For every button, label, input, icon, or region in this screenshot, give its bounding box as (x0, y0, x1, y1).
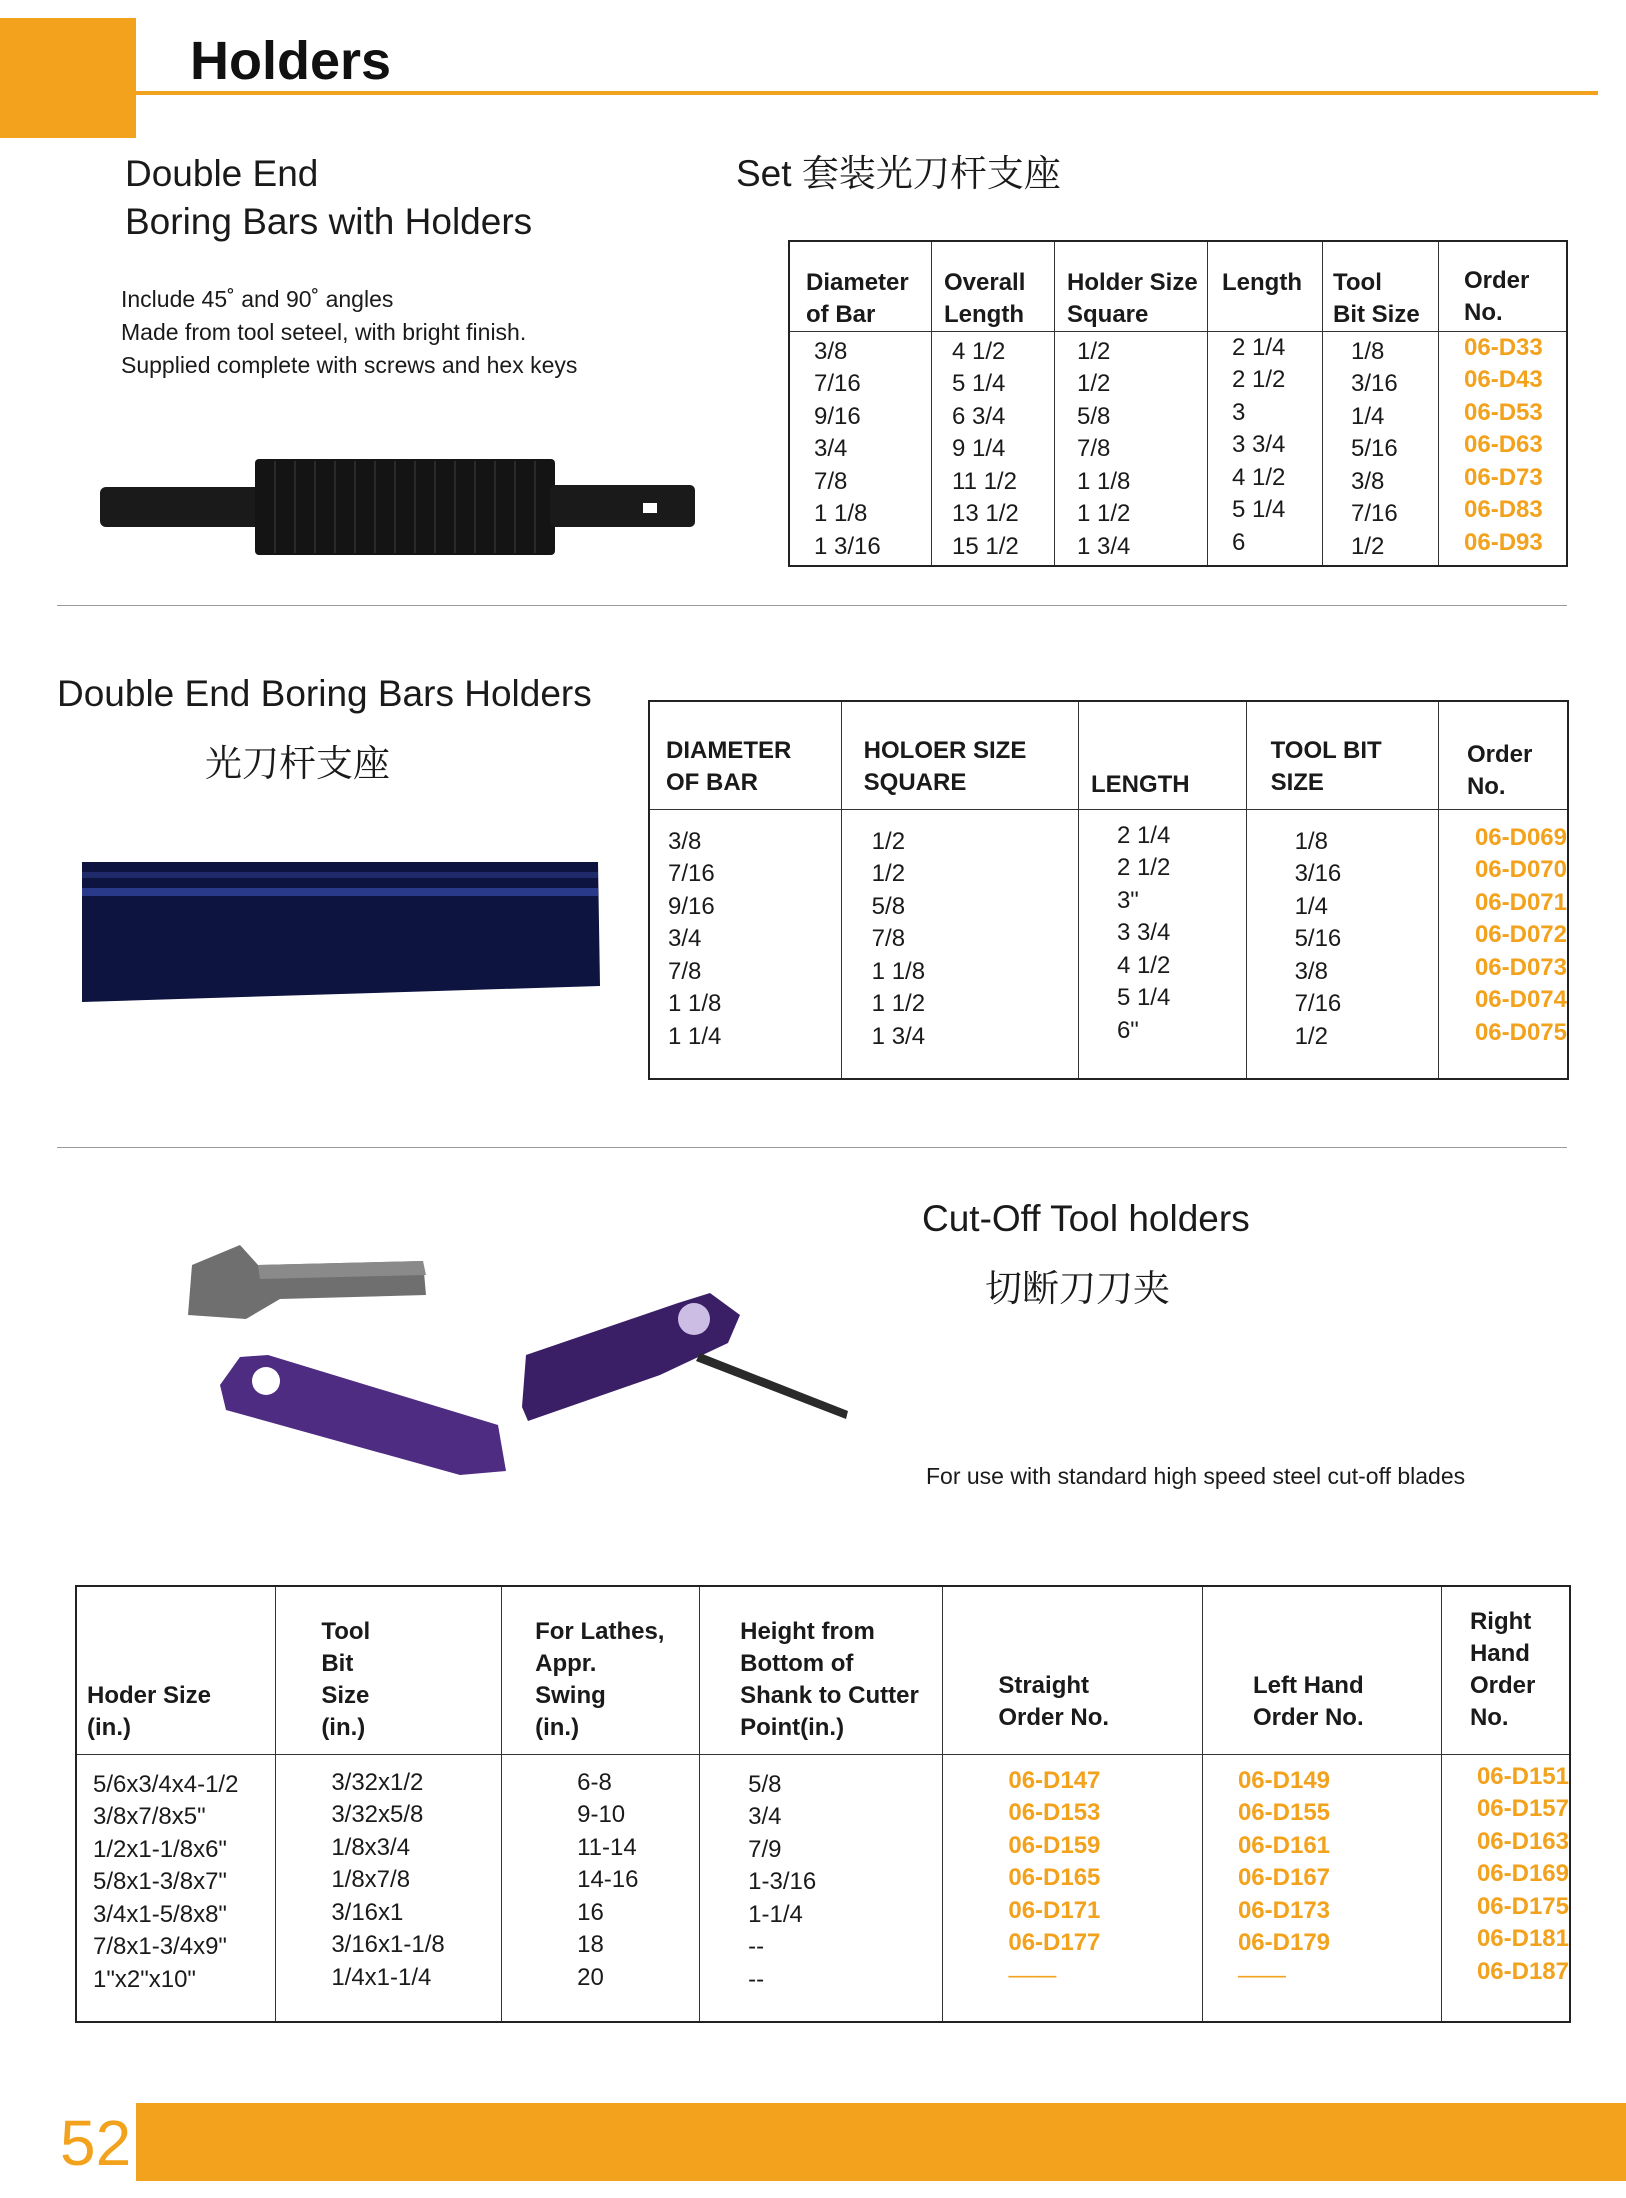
col-length-header: Length (1208, 241, 1323, 331)
table-cell: 9/16 (814, 402, 861, 430)
order-number: 06-D73 (1464, 463, 1543, 491)
order-number: 06-D072 (1474, 921, 1567, 948)
order-number: 06-D149 (1237, 1766, 1331, 1794)
order-no-cell (1438, 809, 1568, 1079)
table-cell: 7/8x1-3/4x9" (93, 1933, 227, 1960)
length-cell (1078, 809, 1246, 1079)
section-divider (57, 605, 1567, 606)
table-cell: 1/2x1-1/8x6" (93, 1835, 227, 1863)
order-number: 06-D169 (1476, 1860, 1569, 1887)
table-cell: 5 1/4 (1116, 984, 1171, 1011)
table-cell: 1 1/8 (1077, 467, 1131, 495)
table-cell: 1 3/4 (871, 1022, 926, 1050)
table-cell: 5/16 (1294, 925, 1342, 952)
overall-length-cell (932, 331, 1055, 566)
table-cell: 1 3/4 (1077, 532, 1131, 560)
boring-bar-set-table (788, 240, 1568, 567)
table-cell: 1/8x7/8 (331, 1866, 411, 1893)
order-number: 06-D165 (1008, 1864, 1101, 1891)
table-cell: 1-1/4 (748, 1900, 803, 1928)
col-holder-size-header: Holder Size Square (1055, 241, 1208, 331)
col-order-no-header: Order No. (1438, 701, 1568, 809)
tool-bit-cell (1323, 331, 1439, 566)
order-number: 06-D187 (1476, 1957, 1569, 1985)
table-cell: 3/4 (748, 1803, 782, 1830)
table-cell: 3 3/4 (1116, 919, 1171, 946)
table-cell: 3/8 (1294, 957, 1328, 985)
order-number: 06-D181 (1476, 1925, 1569, 1952)
table-cell: 1/4x1-1/4 (331, 1963, 432, 1991)
table-cell: 16 (577, 1898, 604, 1926)
table-cell: 2 1/4 (1232, 333, 1286, 361)
col-right-header: Right Hand Order No. (1441, 1586, 1570, 1754)
table-cell: 1/4 (1351, 402, 1385, 430)
left-hand-cell (1202, 1754, 1441, 2022)
order-number: —— (1008, 1961, 1057, 1989)
table-cell: 1/2 (871, 827, 906, 855)
order-number: 06-D83 (1464, 496, 1543, 523)
tool-bit-cell (276, 1754, 502, 2022)
table-cell: 1 1/2 (1077, 500, 1131, 527)
header-accent-block (0, 18, 136, 138)
order-number: 06-D155 (1237, 1799, 1331, 1826)
table-cell: 1 1/8 (871, 957, 926, 985)
boring-bar-holders-table (648, 700, 1569, 1080)
table-cell: 1/2 (871, 860, 906, 887)
table-cell: 3/8 (814, 337, 848, 365)
order-no-cell (1439, 331, 1568, 566)
feature-line: Supplied complete with screws and hex keys (121, 352, 578, 378)
table-cell: 7/16 (1351, 500, 1398, 527)
table-cell: 6 (1232, 528, 1246, 556)
col-straight-header: Straight Order No. (943, 1586, 1203, 1754)
col-length-header: LENGTH (1078, 701, 1246, 809)
table-cell: 3/4 (814, 435, 848, 462)
cut-off-tool-holders-image (180, 1235, 860, 1485)
table-cell: 1/2 (1351, 532, 1385, 560)
table-cell: 2 1/4 (1116, 821, 1171, 849)
section3-note: For use with standard high speed steel cut-off blades (926, 1463, 1466, 1489)
order-number: 06-D163 (1476, 1827, 1569, 1855)
holder-size-cell (76, 1754, 276, 2022)
table-cell: 4 1/2 (1116, 951, 1171, 979)
diameter-cell (649, 809, 841, 1079)
table-cell: 2 1/2 (1116, 854, 1171, 881)
table-cell: 1"x2"x10" (93, 1965, 196, 1993)
table-cell: 1 1/2 (871, 990, 926, 1017)
table-cell: 14-16 (577, 1866, 639, 1893)
table-cell: 5/8 (871, 892, 906, 920)
table-cell: 18 (577, 1931, 604, 1958)
order-number: 06-D074 (1474, 986, 1567, 1013)
table-cell: 3" (1116, 886, 1139, 914)
table-cell: 1/2 (1077, 337, 1111, 365)
order-number: 06-D161 (1237, 1831, 1331, 1859)
order-number: 06-D53 (1464, 398, 1543, 426)
table-cell: 7/8 (1077, 435, 1111, 462)
height-cell (700, 1754, 943, 2022)
table-cell: 3/32x5/8 (331, 1801, 424, 1828)
table-cell: 1 1/8 (668, 990, 722, 1017)
col-height-header: Height from Bottom of Shank to Cutter Point(in.) (700, 1586, 943, 1754)
table-cell: 5/8x1-3/8x7" (93, 1868, 227, 1895)
section3-title: Cut-Off Tool holders (922, 1198, 1250, 1239)
table-cell: 15 1/2 (952, 532, 1019, 560)
page-number: 52 (60, 2107, 132, 2179)
tool-bit-cell (1246, 809, 1438, 1079)
col-diameter-header: DIAMETER OF BAR (649, 701, 841, 809)
table-cell: 7/8 (668, 957, 702, 985)
holder-size-cell (1055, 331, 1208, 566)
footer-bar (0, 2103, 1626, 2181)
table-cell: 13 1/2 (952, 500, 1019, 527)
section1-features (121, 283, 577, 382)
col-diameter-header: Diameter of Bar (789, 241, 932, 331)
swing-cell (502, 1754, 700, 2022)
order-number: 06-D63 (1464, 431, 1543, 458)
table-cell: 3/16x1-1/8 (331, 1931, 445, 1958)
table-cell: 5/8 (748, 1770, 782, 1798)
cut-off-holders-table (75, 1585, 1571, 2023)
table-cell: 5/6x3/4x4-1/2 (93, 1770, 239, 1798)
order-number: 06-D071 (1474, 888, 1567, 916)
table-cell: 5 1/4 (952, 370, 1006, 397)
right-hand-cell (1441, 1754, 1570, 2022)
table-cell: 3/4x1-5/8x8" (93, 1900, 227, 1928)
feature-line: Made from tool seteel, with bright finish. (121, 319, 527, 345)
order-number: 06-D175 (1476, 1892, 1569, 1920)
table-cell: 7/16 (668, 860, 715, 887)
table-cell: 3 (1232, 398, 1246, 426)
col-tool-bit-header: Tool Bit Size (1323, 241, 1439, 331)
table-cell: 1/8x3/4 (331, 1833, 411, 1861)
table-cell: 3 3/4 (1232, 431, 1286, 458)
table-cell: 3/16x1 (331, 1898, 404, 1926)
table-cell: 9-10 (577, 1801, 626, 1828)
col-holder-size-header: Hoder Size (in.) (76, 1586, 276, 1754)
section1-title-line2: Boring Bars with Holders (125, 201, 533, 242)
table-cell: 2 1/2 (1232, 366, 1286, 393)
table-cell: 1/2 (1077, 370, 1111, 397)
order-number: 06-D073 (1474, 953, 1567, 981)
table-cell: 5 1/4 (1232, 496, 1286, 523)
table-cell: 3/8 (668, 827, 702, 855)
table-cell: 3/8 (1351, 467, 1385, 495)
table-cell: 7/8 (814, 467, 848, 495)
order-number: 06-D177 (1008, 1929, 1101, 1956)
table-cell: 5/8 (1077, 402, 1111, 430)
table-cell: 11 1/2 (952, 467, 1017, 495)
order-number: 06-D070 (1474, 856, 1567, 883)
col-order-no-header: Order No. (1439, 241, 1568, 331)
order-number: 06-D171 (1008, 1896, 1101, 1924)
section2-subtitle: 光刀杆支座 (205, 743, 390, 784)
col-left-header: Left Hand Order No. (1202, 1586, 1441, 1754)
table-cell: 7/9 (748, 1835, 782, 1863)
col-holder-size-header: HOLOER SIZE SQUARE (841, 701, 1078, 809)
table-cell: 6-8 (577, 1768, 612, 1796)
order-number: 06-D159 (1008, 1831, 1101, 1859)
table-cell: 3/32x1/2 (331, 1768, 424, 1796)
table-cell: 1-3/16 (748, 1868, 817, 1895)
section2-title: Double End Boring Bars Holders (57, 673, 592, 714)
order-number: 06-D167 (1237, 1864, 1331, 1891)
order-number: 06-D43 (1464, 366, 1543, 393)
table-cell: 1/8 (1351, 337, 1385, 365)
table-cell: 7/16 (814, 370, 861, 397)
feature-line: Include 45˚ and 90˚ angles (121, 286, 394, 312)
col-tool-bit-header: Tool Bit Size (in.) (276, 1586, 502, 1754)
table-cell: 4 1/2 (952, 337, 1006, 365)
table-cell: -- (748, 1965, 765, 1993)
page-title: Holders (190, 31, 392, 91)
order-number: 06-D157 (1476, 1795, 1569, 1822)
section3-subtitle: 切断刀刀夹 (985, 1268, 1170, 1309)
table-cell: 6 3/4 (952, 402, 1006, 430)
table-cell: 3/4 (668, 925, 702, 952)
table-cell: 5/16 (1351, 435, 1398, 462)
holder-size-cell (841, 809, 1078, 1079)
order-number: 06-D173 (1237, 1896, 1331, 1924)
table-cell: 7/8 (871, 925, 906, 952)
table-cell: 7/16 (1294, 990, 1342, 1017)
col-overall-length-header: Overall Length (932, 241, 1055, 331)
table-cell: 1 1/4 (668, 1022, 722, 1050)
table-cell: 1 3/16 (814, 532, 881, 560)
table-cell: 1/8 (1294, 827, 1328, 855)
section1-set-label: Set 套装光刀杆支座 (736, 153, 1061, 194)
order-number: 06-D151 (1476, 1762, 1569, 1790)
length-cell (1208, 331, 1323, 566)
col-tool-bit-header: TOOL BIT SIZE (1246, 701, 1438, 809)
order-number: 06-D147 (1008, 1766, 1101, 1794)
table-cell: 1/2 (1294, 1022, 1328, 1050)
col-swing-header: For Lathes, Appr. Swing (in.) (502, 1586, 700, 1754)
table-cell: 4 1/2 (1232, 463, 1286, 491)
order-number: 06-D069 (1474, 823, 1567, 851)
table-cell: 11-14 (577, 1833, 637, 1861)
table-cell: 3/16 (1294, 860, 1342, 887)
order-number: 06-D33 (1464, 333, 1543, 361)
diameter-cell (789, 331, 932, 566)
order-number: 06-D93 (1464, 528, 1543, 556)
order-number: 06-D075 (1474, 1018, 1567, 1046)
table-cell: 9 1/4 (952, 435, 1006, 462)
order-number: 06-D179 (1237, 1929, 1331, 1956)
table-cell: 1 1/8 (814, 500, 868, 527)
table-cell: -- (748, 1933, 765, 1960)
order-number: —— (1237, 1961, 1286, 1989)
double-end-boring-bar-image (95, 455, 705, 565)
table-cell: 1/4 (1294, 892, 1328, 920)
section1-title-line1: Double End (125, 153, 319, 194)
boring-bar-holder-image (78, 858, 606, 1006)
table-cell: 9/16 (668, 892, 715, 920)
straight-cell (943, 1754, 1203, 2022)
table-cell: 6" (1116, 1016, 1139, 1044)
table-cell: 3/8x7/8x5" (93, 1803, 206, 1830)
section-divider (57, 1147, 1567, 1148)
order-number: 06-D153 (1008, 1799, 1101, 1826)
table-cell: 3/16 (1351, 370, 1398, 397)
table-cell: 20 (577, 1963, 604, 1991)
